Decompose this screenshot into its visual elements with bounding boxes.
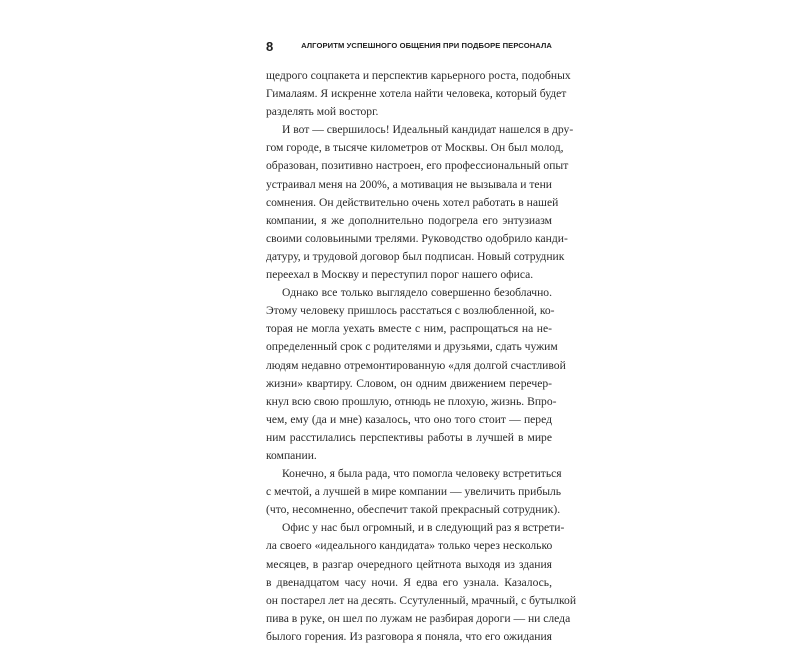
text-line: людям недавно отремонтированную «для долгой счастливой xyxy=(266,358,566,372)
page-number: 8 xyxy=(266,39,274,54)
page-header xyxy=(266,39,552,55)
text-line: переехал в Москву и переступил порог нашего офиса. xyxy=(266,268,534,282)
text-line: компании, я же дополнительно подогрела его энтузиазм xyxy=(266,213,552,227)
text-line: компании. xyxy=(266,448,317,462)
text-line: щедрого соцпакета и перспектив карьерного роста, подобных xyxy=(266,69,571,82)
text-line: Однако все только выглядело совершенно безоблачно. xyxy=(282,286,552,300)
text-line: устраивал меня на 200%, а мотивация не вызывала и тени xyxy=(266,177,552,191)
text-line: (что, несомненно, обеспечит такой прекрасный сотрудник). xyxy=(266,503,561,517)
running-title: АЛГОРИТМ УСПЕШНОГО ОБЩЕНИЯ ПРИ ПОДБОРЕ ПЕРСОНАЛА xyxy=(301,41,552,50)
text-line: пива в руке, он шел по лужам не разбирая дороги — ни следа xyxy=(266,611,571,625)
text-line: в двенадцатом часу ночи. Я едва его узнала. Казалось, xyxy=(266,575,552,589)
text-line: торая не могла уехать вместе с ним, распрощаться на не- xyxy=(266,322,552,336)
text-line: жизни» квартиру. Словом, он одним движением перечер- xyxy=(266,376,552,390)
text-line: с мечтой, а лучшей в мире компании — увеличить прибыль xyxy=(266,485,562,499)
text-line: Конечно, я была рада, что помогла человеку встретиться xyxy=(282,467,562,481)
text-line: он постарел лет на десять. Ссутуленный, мрачный, с бутылкой xyxy=(266,593,577,607)
text-line: месяцев, в разгар очередного цейтнота выходя из здания xyxy=(266,557,552,571)
text-line: датуру, и трудовой договор был подписан. Новый сотрудник xyxy=(266,249,565,263)
text-line: сомнения. Он действительно очень хотел работать в нашей xyxy=(266,195,559,209)
text-line: образован, позитивно настроен, его профессиональный опыт xyxy=(266,159,569,173)
text-line: ла своего «идеального кандидата» только через несколько xyxy=(266,539,553,553)
text-line: Этому человеку пришлось расстаться с возлюбленной, ко- xyxy=(266,304,555,318)
text-line: чем, ему (да и мне) казалось, что оно того стоит — перед xyxy=(266,412,552,426)
body-text xyxy=(266,67,577,646)
text-line: кнул всю свою прошлую, отнюдь не плохую, жизнь. Впро- xyxy=(266,394,557,408)
text-line: Гималаям. Я искренне хотела найти человека, который будет xyxy=(266,87,567,101)
text-line: разделять мой восторг. xyxy=(266,105,379,119)
text-line: ним расстилались перспективы работы в лучшей в мире xyxy=(266,430,552,444)
text-line: былого горения. Из разговора я поняла, что его ожидания xyxy=(266,629,552,643)
text-line: гом городе, в тысяче километров от Москвы. Он был молод, xyxy=(266,141,564,155)
text-line: определенный срок с родителями и друзьями, сдать чужим xyxy=(266,340,558,354)
text-line: Офис у нас был огромный, и в следующий раз я встрети- xyxy=(282,521,565,535)
text-line: И вот — свершилось! Идеальный кандидат нашелся в дру- xyxy=(282,123,574,137)
text-line: своими соловьиными трелями. Руководство одобрило канди- xyxy=(266,231,568,245)
